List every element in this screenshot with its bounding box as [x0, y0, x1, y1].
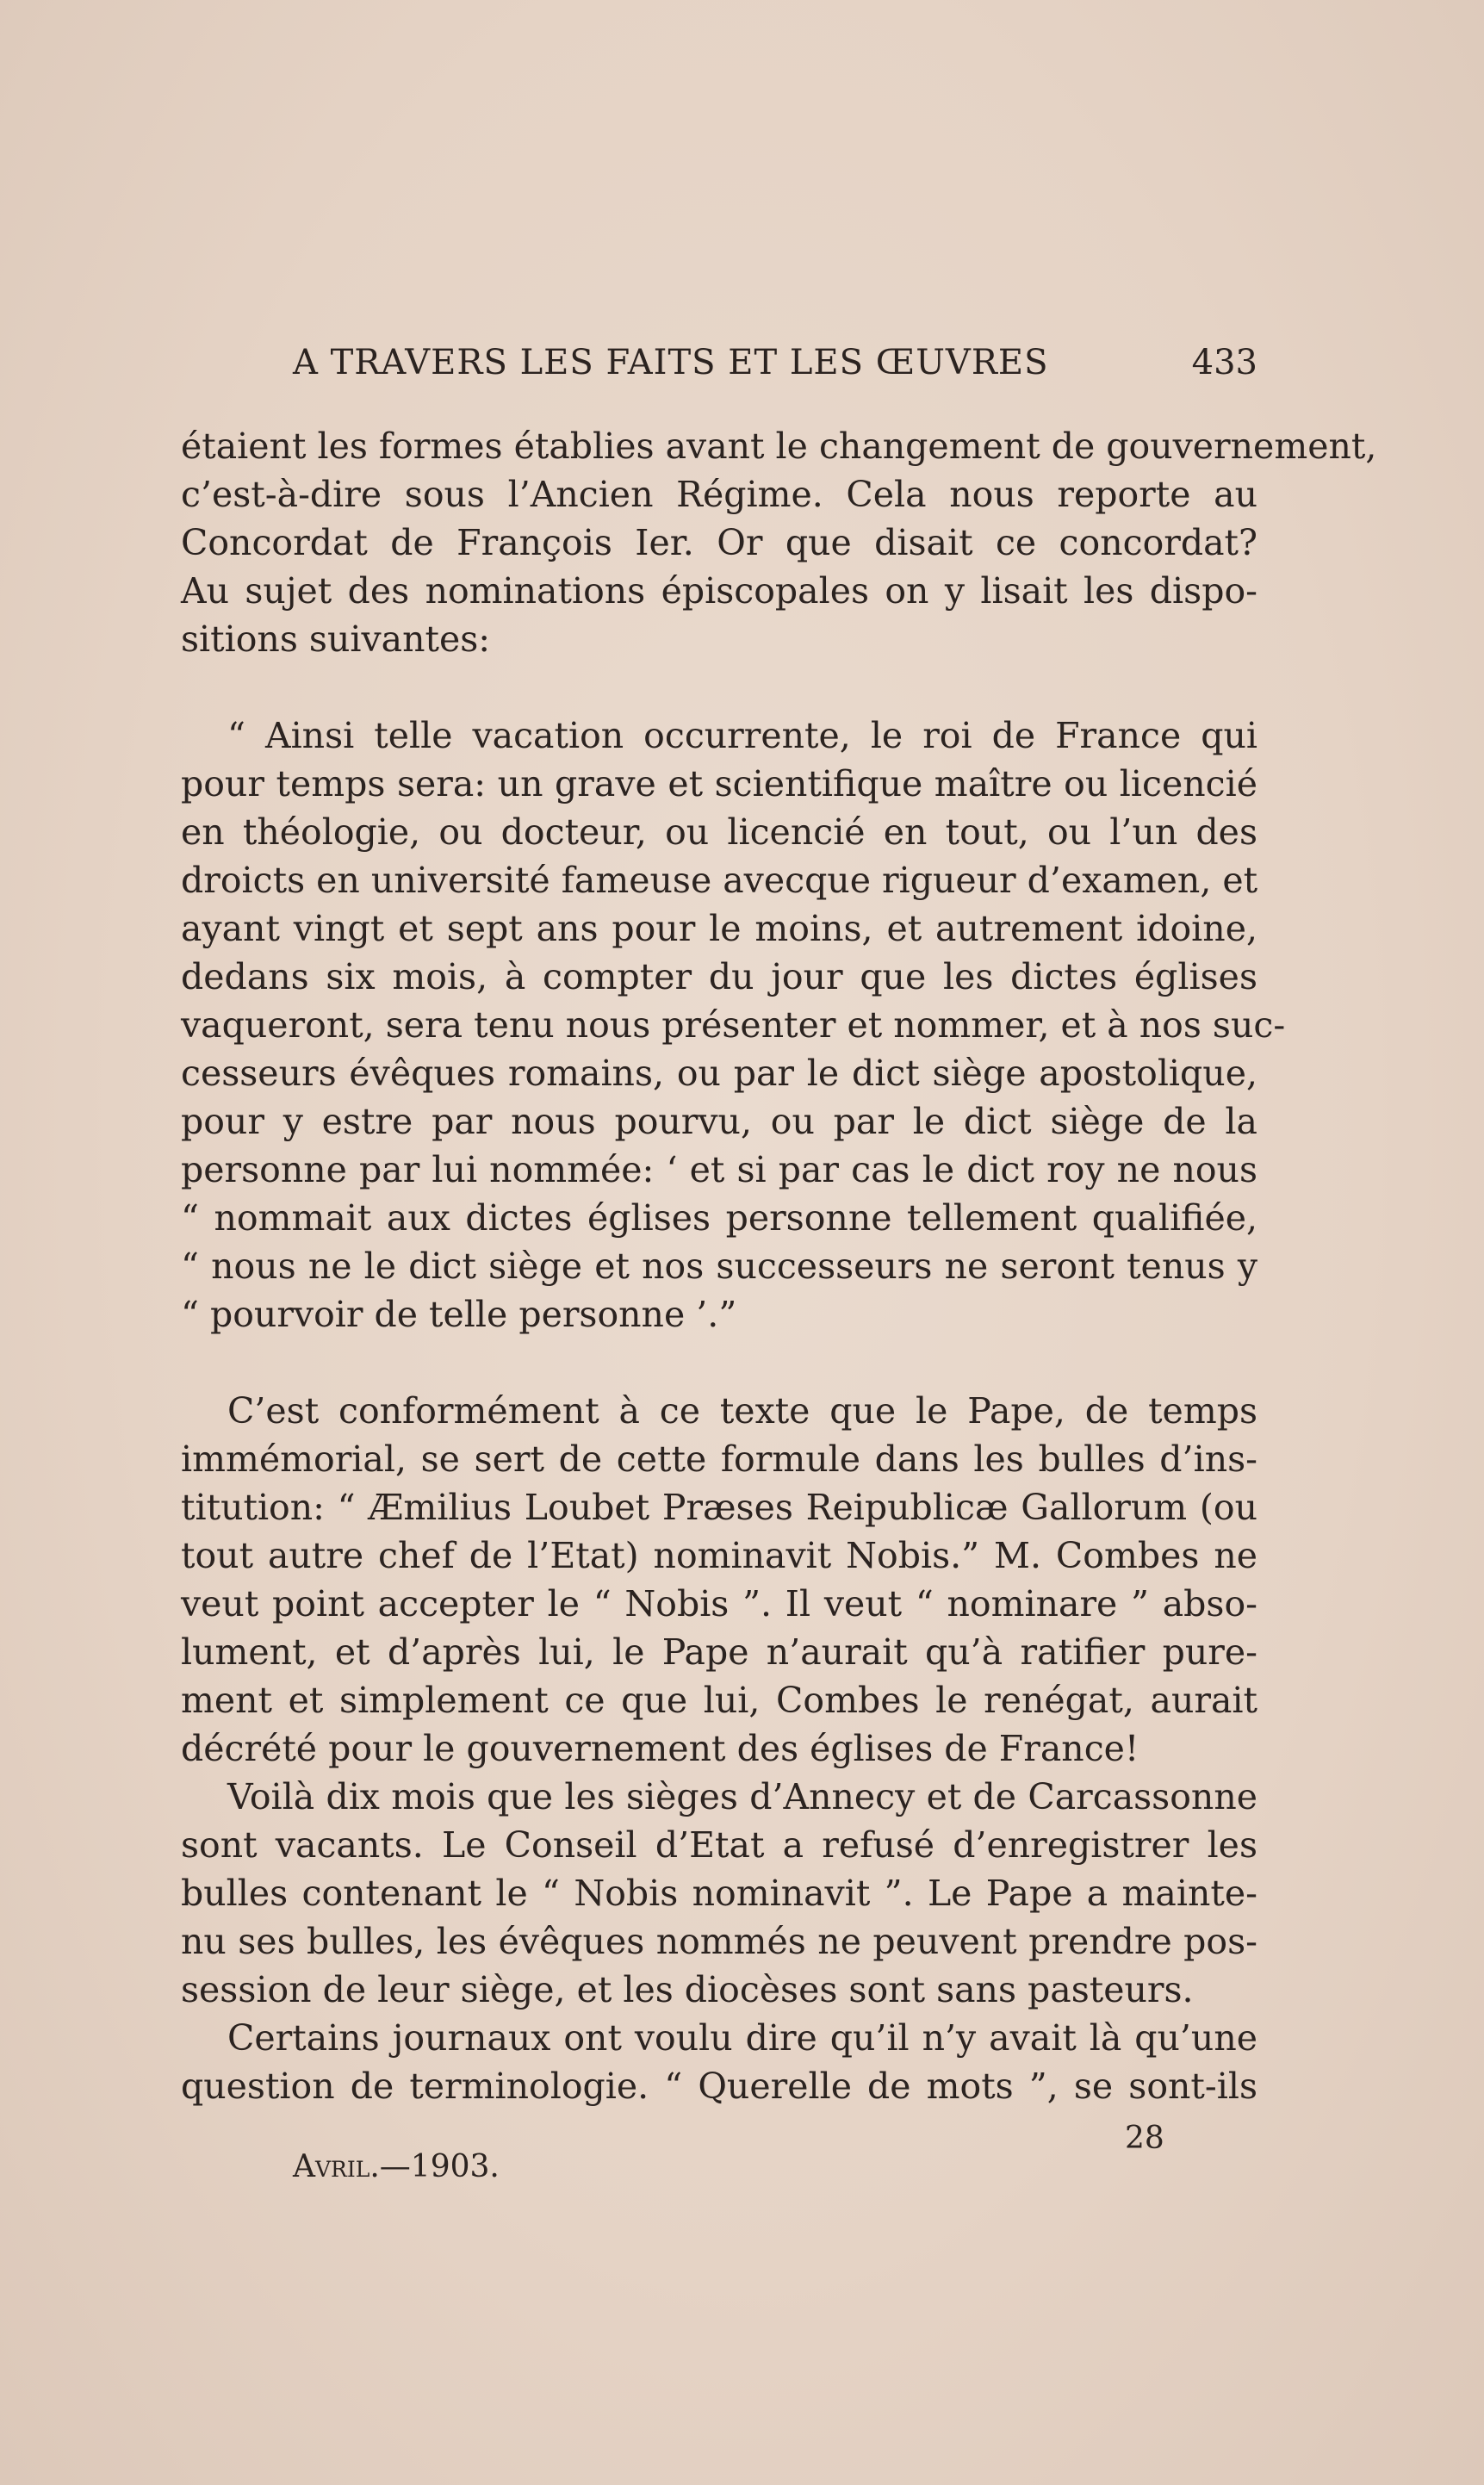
- text-line: sitions suivantes:: [181, 618, 491, 660]
- text-line: ment et simplement ce que lui, Combes le renégat, aurait: [181, 1680, 1257, 1721]
- text-line: Concordat de François Ier. Or que disait ce concordat?: [181, 522, 1257, 563]
- quote-line: dedans six mois, à compter du jour que les dictes églises: [181, 956, 1257, 997]
- quote-line: personne par lui nommée: ‘ et si par cas le dict roy ne nous: [181, 1149, 1257, 1190]
- footer-date: Avril.—1903.: [293, 2149, 500, 2184]
- body-text: [181, 422, 1377, 2110]
- signature-number: 28: [1125, 2121, 1164, 2156]
- text-line: titution: “ Æmilius Loubet Præses Reipublicæ Gallorum (ou: [181, 1487, 1257, 1528]
- text-line: veut point accepter le “ Nobis ”. Il veut “ nominare ” abso-: [181, 1583, 1257, 1625]
- running-title: A TRAVERS LES FAITS ET LES ŒUVRES: [293, 343, 1049, 382]
- quote-line: pour temps sera: un grave et scientifique maître ou licencié: [181, 763, 1257, 805]
- paragraph-gap: [181, 1339, 1257, 1387]
- text-line: C’est conformément à ce texte que le Pape, de temps: [227, 1390, 1257, 1432]
- page-number: 433: [1191, 343, 1257, 382]
- text-line: bulles contenant le “ Nobis nominavit ”. Le Pape a mainte-: [181, 1873, 1257, 1914]
- quote-line: cesseurs évêques romains, ou par le dict siège apostolique,: [181, 1053, 1257, 1094]
- running-header: [181, 343, 1257, 394]
- quote-line: ayant vingt et sept ans pour le moins, et autrement idoine,: [181, 908, 1257, 949]
- text-line: tout autre chef de l’Etat) nominavit Nobis.” M. Combes ne: [181, 1535, 1257, 1576]
- quote-line: “ nommait aux dictes églises personne tellement qualifiée,: [181, 1197, 1257, 1239]
- text-line: sont vacants. Le Conseil d’Etat a refusé d’enregistrer les: [181, 1824, 1257, 1866]
- text-line: question de terminologie. “ Querelle de mots ”, se sont-ils: [181, 2066, 1257, 2107]
- quote-line: pour y estre par nous pourvu, ou par le dict siège de la: [181, 1101, 1257, 1142]
- text-line: Certains journaux ont voulu dire qu’il n’y avait là qu’une: [227, 2017, 1257, 2059]
- text-line: nu ses bulles, les évêques nommés ne peuvent prendre pos-: [181, 1921, 1257, 1962]
- text-line: immémorial, se sert de cette formule dans les bulles d’ins-: [181, 1438, 1257, 1480]
- text-line: Au sujet des nominations épiscopales on y lisait les dispo-: [181, 570, 1257, 612]
- quote-line: en théologie, ou docteur, ou licencié en tout, ou l’un des: [181, 811, 1257, 853]
- text-line: c’est-à-dire sous l’Ancien Régime. Cela nous reporte au: [181, 474, 1257, 515]
- quote-line: “ nous ne le dict siège et nos successeurs ne seront tenus y: [181, 1246, 1257, 1287]
- text-line: session de leur siège, et les diocèses sont sans pasteurs.: [181, 1969, 1194, 2010]
- quote-line: “ Ainsi telle vacation occurrente, le roi de France qui: [227, 715, 1257, 756]
- text-line: étaient les formes établies avant le changement de gouvernement,: [181, 426, 1377, 467]
- quote-line: “ pourvoir de telle personne ’.”: [181, 1294, 737, 1335]
- text-line: Voilà dix mois que les sièges d’Annecy et de Carcassonne: [227, 1776, 1257, 1817]
- text-line: décrété pour le gouvernement des églises de France!: [181, 1728, 1139, 1769]
- text-line: lument, et d’après lui, le Pape n’aurait qu’à ratifier pure-: [181, 1631, 1257, 1673]
- paragraph-gap: [181, 663, 1257, 711]
- quote-line: vaqueront, sera tenu nous présenter et nommer, et à nos suc-: [181, 1004, 1286, 1046]
- quote-line: droicts en université fameuse avecque rigueur d’examen, et: [181, 860, 1258, 901]
